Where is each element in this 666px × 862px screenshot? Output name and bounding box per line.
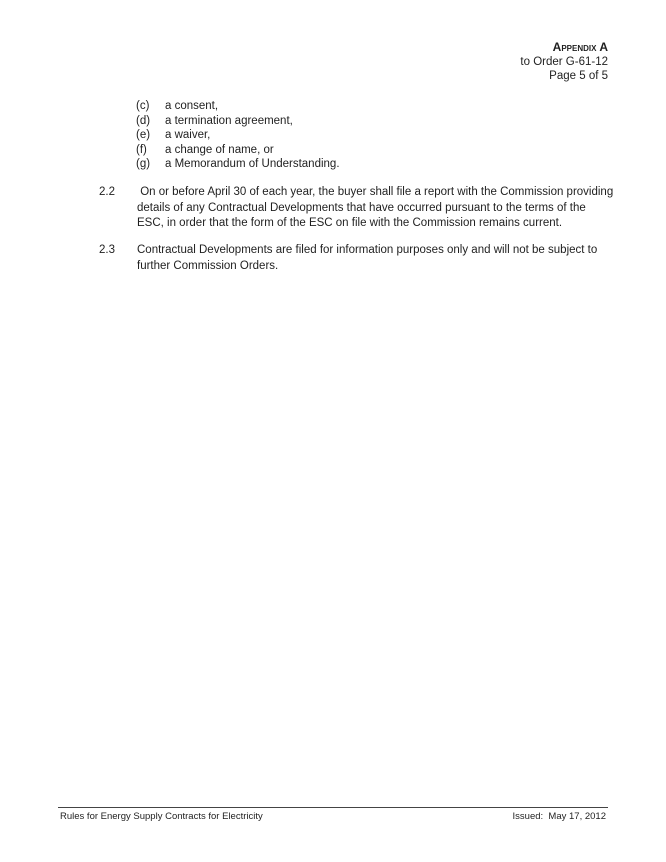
list-item (136, 128, 340, 143)
page-footer (60, 811, 606, 823)
list-item-text: a termination agreement, (165, 114, 293, 127)
section-paragraph (99, 243, 614, 274)
list-item-text: a change of name, or (165, 143, 274, 156)
list-item-marker: (c) (136, 100, 150, 112)
section-text: On or before April 30 of each year, the buyer shall file a report with the Commission providing details of any Contractual Developments that have occurred pursuant to the terms of the ESC, in order that the form of the ESC on file with the Commission remains current. (137, 186, 617, 230)
list-item-marker: (e) (136, 129, 151, 142)
list-item-text: a Memorandum of Understanding. (165, 158, 340, 171)
list-item (136, 114, 340, 129)
page-header (520, 40, 608, 84)
page-number: Page 5 of 5 (549, 70, 608, 82)
section-text: Contractual Developments are filed for information purposes only and will not be subject to further Commission Orders. (137, 244, 598, 272)
list-item (136, 157, 340, 172)
list-item-marker: (g) (136, 158, 151, 171)
appendix-label: Appendix A (552, 40, 608, 54)
list-item (136, 143, 340, 158)
section-number: 2.3 (99, 244, 115, 256)
sub-item-list (136, 99, 340, 172)
footer-document-title: Rules for Energy Supply Contracts for Electricity (60, 811, 263, 822)
section-number: 2.2 (99, 186, 115, 198)
order-reference: to Order G-61-12 (520, 55, 608, 68)
section-paragraph (99, 185, 617, 232)
list-item-marker: (d) (136, 114, 151, 127)
footer-divider (58, 807, 608, 808)
list-item (136, 99, 340, 114)
list-item-marker: (f) (136, 143, 147, 156)
footer-issued-date: Issued: May 17, 2012 (512, 811, 606, 822)
list-item-text: a consent, (165, 100, 219, 112)
list-item-text: a waiver, (165, 129, 211, 142)
